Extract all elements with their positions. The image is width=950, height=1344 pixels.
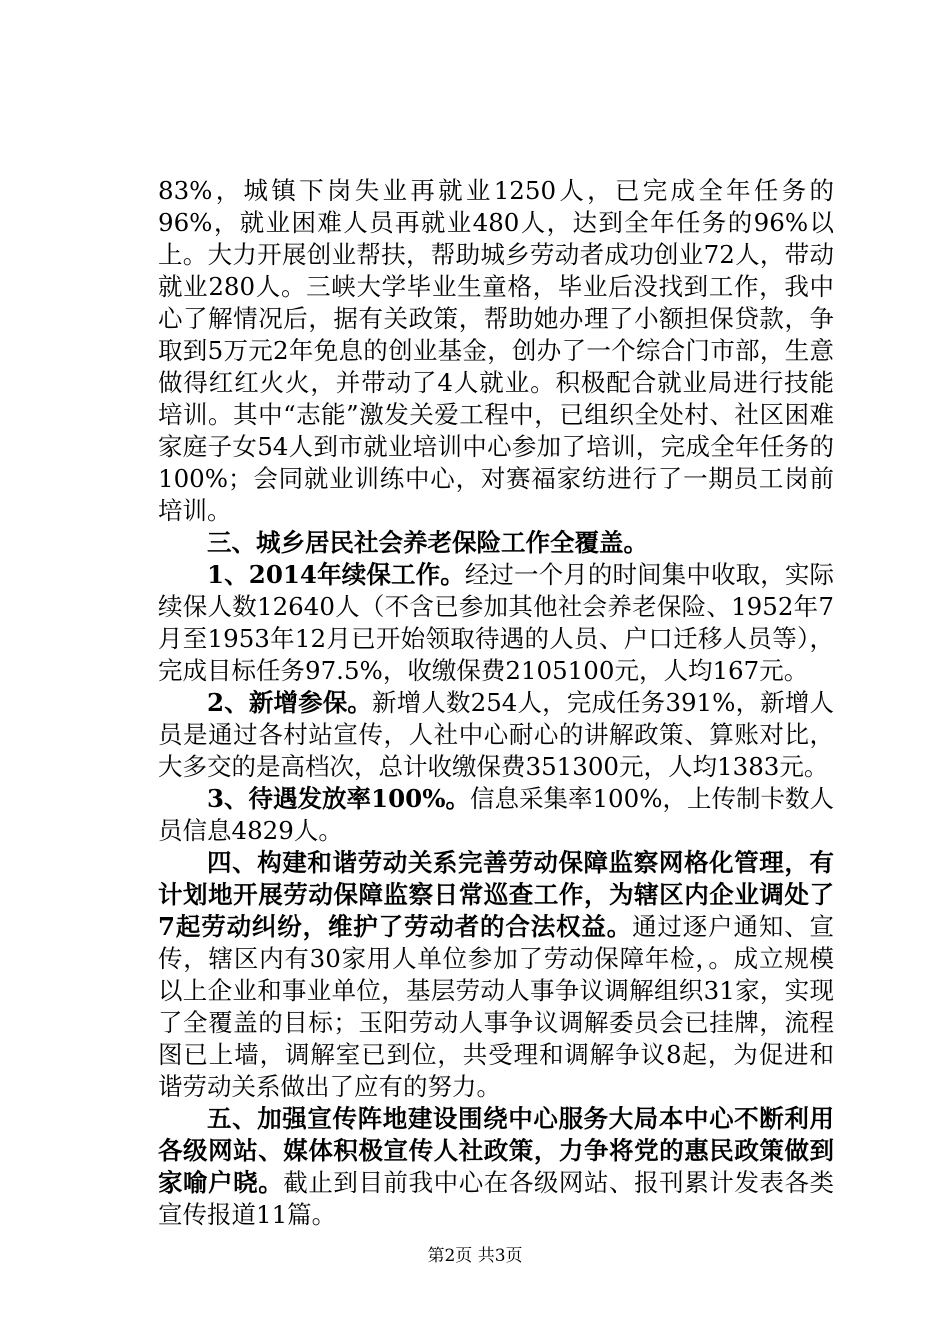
paragraph-text: 截止到目前我中心在各级网站、报刊累计发表各类宣传报道11篇。	[158, 1168, 835, 1229]
paragraph-lead: 2、新增参保。	[207, 688, 373, 717]
paragraph-lead: 3、待遇发放率100%。	[207, 784, 470, 813]
paragraph-lead: 1、2014年续保工作。	[207, 560, 465, 589]
document-body	[158, 175, 834, 1231]
paragraph-new-enrollment	[158, 687, 834, 783]
paragraph-lead: 五、加强宣传阵地建设围绕中心服务大局本中心不断利用各级网站、媒体积极宣传人社政策，力争将党的惠民政策做到家喻户晓。	[158, 1104, 834, 1197]
paragraph-lead: 四、构建和谐劳动关系完善劳动保障监察网格化管理，有计划地开展劳动保障监察日常巡查工作，为辖区内企业调处了7起劳动纠纷，维护了劳动者的合法权益。	[158, 848, 834, 941]
paragraph-text: 信息采集率100%，上传制卡数人员信息4829人。	[158, 784, 835, 845]
paragraph-employment-continued	[158, 175, 834, 527]
paragraph-text: 经过一个月的时间集中收取，实际续保人数12640人（不含已参加其他社会养老保险、1952年7月至1953年12月已开始领取待遇的人员、户口迁移人员等），完成目标任务97.5%，收缴保费2105100元，人均167元。	[158, 560, 834, 685]
paragraph-text: 通过逐户通知、宣传，辖区内有30家用人单位参加了劳动保障年检，。成立规模以上企业和事业单位，基层劳动人事争议调解组织31家，实现了全覆盖的目标；玉阳劳动人事争议调解委员会已挂牌，流程图已上墙，调解室已到位，共受理和调解争议8起，为促进和谐劳动关系做出了应有的努力。	[158, 912, 835, 1101]
paragraph-benefit-payment	[158, 783, 834, 847]
paragraph-text: 新增人数254人，完成任务391%，新增人员是通过各村站宣传，人社中心耐心的讲解政策、算账对比，大多交的是高档次，总计收缴保费351300元，人均1383元。	[158, 688, 834, 781]
paragraph-text: 83%，城镇下岗失业再就业1250人，已完成全年任务的96%，就业困难人员再就业480人，达到全年任务的96%以上。大力开展创业帮扶，帮助城乡劳动者成功创业72人，带动就业280人。三峡大学毕业生童格，毕业后没找到工作，我中心了解情况后，据有关政策，帮助她办理了小额担保贷款，争取到5万元2年免息的创业基金，创办了一个综合门市部，生意做得红红火火，并带动了4人就业。积极配合就业局进行技能培训。其中“志能”激发关爱工程中，已组织全处村、社区困难家庭子女54人到市就业培训中心参加了培训，完成全年任务的100%；会同就业训练中心，对赛福家纺进行了一期员工岗前培训。	[158, 176, 834, 525]
paragraph-renewal	[158, 559, 834, 687]
section-heading-pension	[158, 527, 834, 559]
paragraph-lead: 三、城乡居民社会养老保险工作全覆盖。	[207, 528, 648, 557]
paragraph-labor-relations	[158, 847, 834, 1103]
paragraph-publicity	[158, 1103, 834, 1231]
page-footer	[0, 1245, 950, 1267]
page-number: 第2页 共3页	[427, 1246, 523, 1266]
